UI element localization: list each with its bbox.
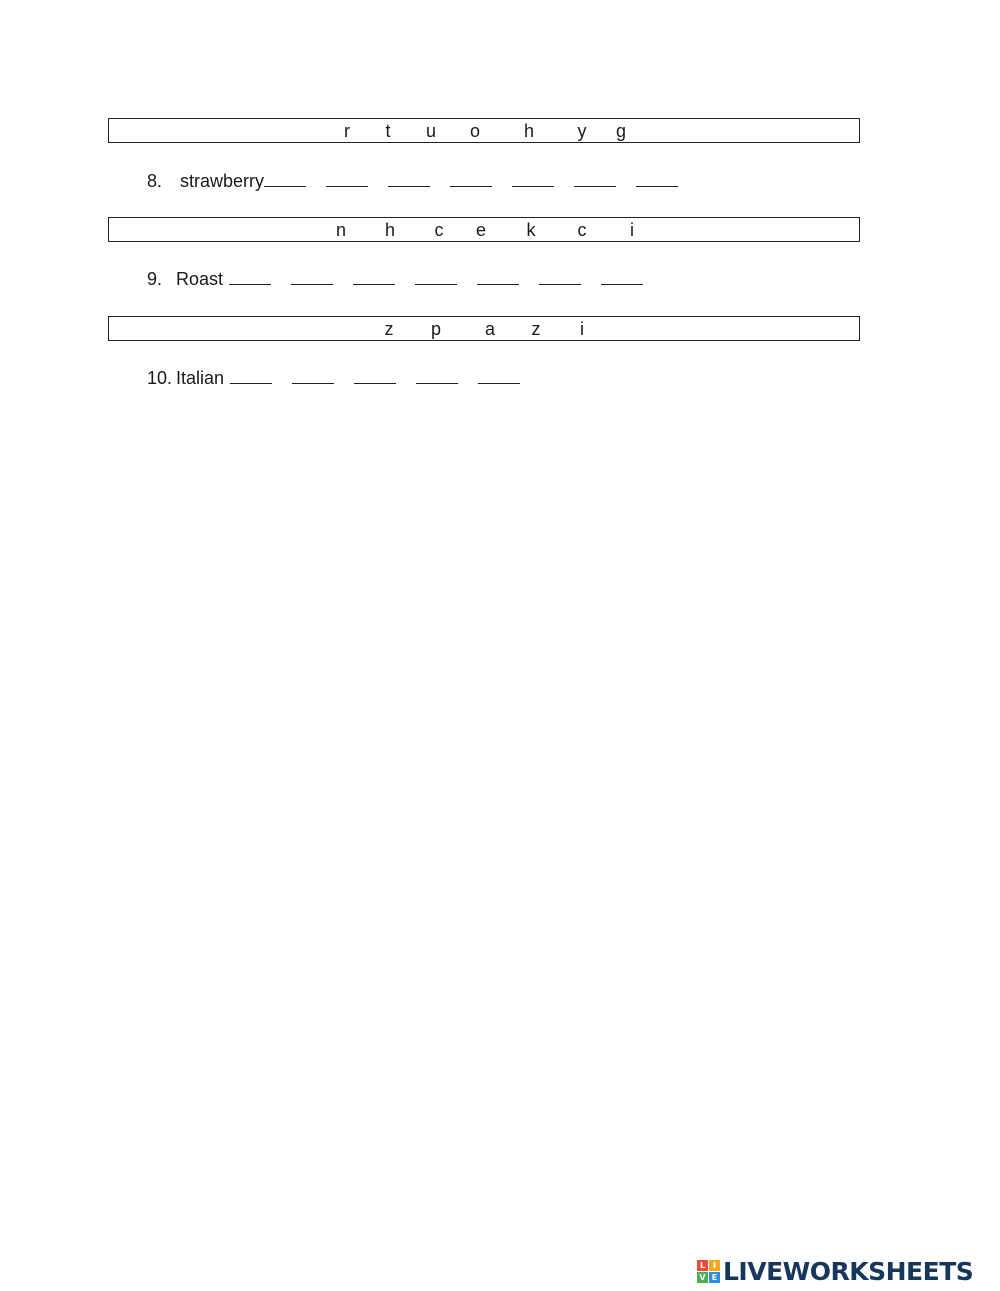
- scrambled-letter: g: [615, 121, 627, 141]
- scrambled-letter: k: [526, 220, 536, 240]
- answer-blank[interactable]: [353, 268, 395, 285]
- question-number: 8.: [147, 171, 163, 191]
- answer-blank[interactable]: [601, 268, 643, 285]
- answer-blank[interactable]: [450, 170, 492, 187]
- scrambled-letter: i: [580, 319, 584, 339]
- question-word: strawberry: [180, 171, 265, 191]
- scrambled-letter: r: [344, 121, 350, 141]
- letter-box-1: [108, 118, 860, 143]
- answer-blank[interactable]: [292, 367, 334, 384]
- answer-blank[interactable]: [478, 367, 520, 384]
- answer-blank[interactable]: [416, 367, 458, 384]
- scrambled-letter: y: [577, 121, 587, 141]
- question-word: Italian: [176, 368, 225, 388]
- scrambled-letter: a: [484, 319, 496, 339]
- scrambled-letter: t: [385, 121, 391, 141]
- scrambled-letter: z: [531, 319, 541, 339]
- question-word: Roast: [176, 269, 224, 289]
- scrambled-letter: n: [335, 220, 347, 240]
- logo-block-v: V: [697, 1272, 708, 1283]
- scrambled-letter: z: [384, 319, 394, 339]
- question-10: [147, 367, 540, 389]
- question-8: [147, 170, 698, 192]
- scrambled-letter: e: [475, 220, 487, 240]
- question-number: 9.: [147, 269, 163, 289]
- logo-block-l: L: [697, 1260, 708, 1271]
- scrambled-letter: h: [523, 121, 535, 141]
- answer-blank[interactable]: [539, 268, 581, 285]
- answer-blank[interactable]: [512, 170, 554, 187]
- liveworksheets-logo: [697, 1257, 973, 1285]
- logo-blocks: [697, 1260, 720, 1283]
- letter-box-3: [108, 316, 860, 341]
- answer-blank[interactable]: [415, 268, 457, 285]
- answer-blank[interactable]: [230, 367, 272, 384]
- answer-blank[interactable]: [636, 170, 678, 187]
- answer-blank[interactable]: [477, 268, 519, 285]
- scrambled-letter: u: [425, 121, 437, 141]
- question-number: 10.: [147, 368, 173, 388]
- scrambled-letter: i: [630, 220, 634, 240]
- scrambled-letter: o: [469, 121, 481, 141]
- answer-blank[interactable]: [229, 268, 271, 285]
- answer-blank[interactable]: [264, 170, 306, 187]
- scrambled-letter: c: [434, 220, 444, 240]
- letter-box-2: [108, 217, 860, 242]
- logo-block-i: I: [709, 1260, 720, 1271]
- logo-block-e: E: [709, 1272, 720, 1283]
- answer-blank[interactable]: [326, 170, 368, 187]
- answer-blank[interactable]: [388, 170, 430, 187]
- answer-blank[interactable]: [354, 367, 396, 384]
- answer-blank[interactable]: [291, 268, 333, 285]
- scrambled-letter: c: [577, 220, 587, 240]
- scrambled-letter: p: [430, 319, 442, 339]
- answer-blank[interactable]: [574, 170, 616, 187]
- scrambled-letter: h: [384, 220, 396, 240]
- question-9: [147, 268, 663, 290]
- logo-text: LIVEWORKSHEETS: [723, 1256, 974, 1286]
